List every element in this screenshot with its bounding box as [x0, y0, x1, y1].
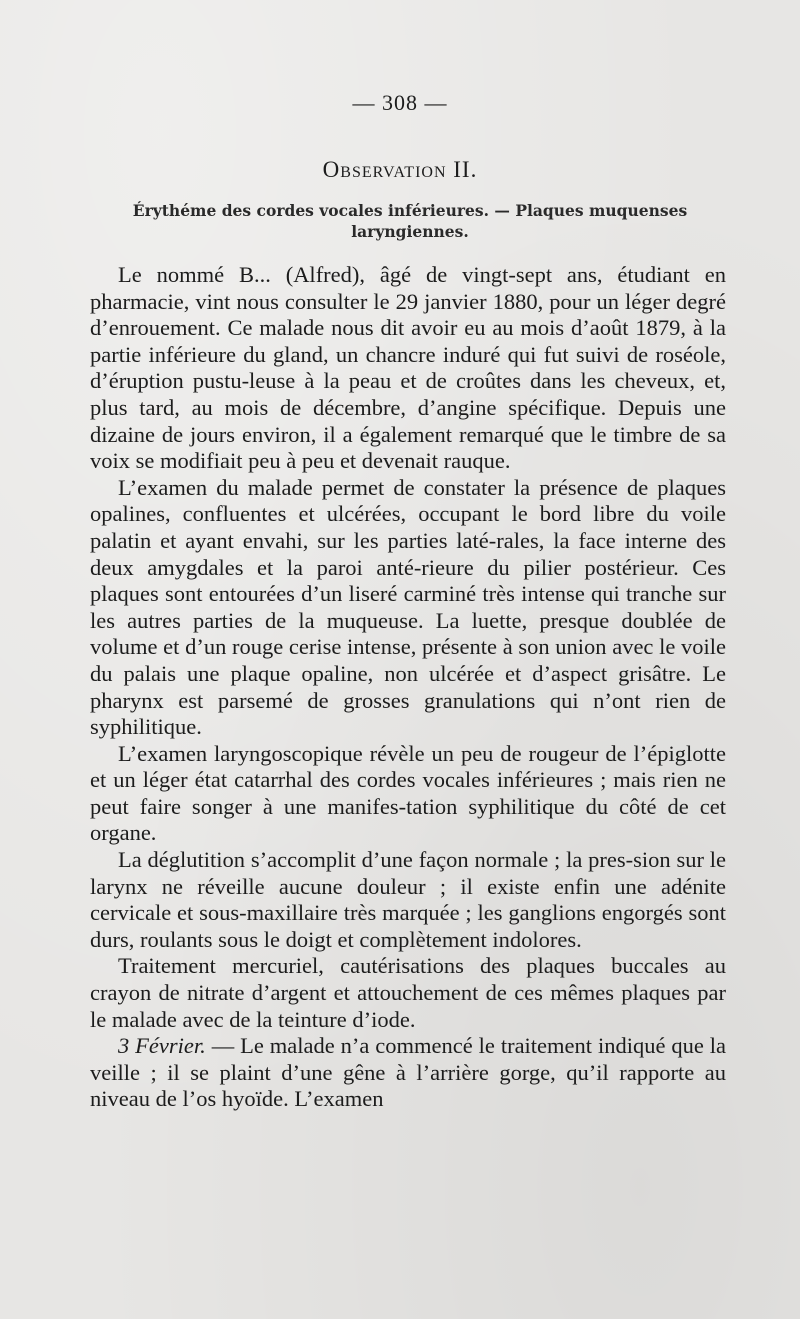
paragraph: L’examen laryngoscopique révèle un peu de rougeur de l’épiglotte et un léger état catarrhal des cordes vocales inférieures ; mais rien ne peut faire songer à une manifes-tation syphilitique du côté de cet organe.	[90, 740, 726, 846]
observation-title: Observation II.	[322, 157, 478, 182]
paragraph: Traitement mercuriel, cautérisations des plaques buccales au crayon de nitrate d’argent et attouchement de ces mêmes plaques par le malade avec de la teinture d’iode.	[90, 953, 726, 1032]
paragraph: La déglutition s’accomplit d’une façon normale ; la pres-sion sur le larynx ne réveille aucune douleur ; il existe enfin une adénite cervicale et sous-maxillaire très marquée ; les ganglions engorgés sont durs, roulants sous le doigt et complètement indolores.	[90, 847, 726, 952]
page-number: — 308 —	[352, 90, 448, 115]
entry-text: — Le malade n’a commencé le traitement indiqué que la veille ; il se plaint d’une gêne à l’arrière gorge, qu’il rapporte au niveau de l’os hyoïde. L’examen	[90, 1033, 727, 1112]
paragraph: L’examen du malade permet de constater la présence de plaques opalines, confluentes et ulcérées, occupant le bord libre du voile palatin et ayant envahi, sur les parties laté-rales, la face interne des deux amygdales et la paroi anté-rieure du pilier postérieur. Ces plaques sont entourées d’un liseré carminé très intense qui tranche sur les autres parties de la muqueuse. La luette, presque doublée de volume et d’un rouge cerise intense, présente à son union avec le voile du palais une plaque opaline, non ulcérée et d’aspect grisâtre. Le pharynx est parsemé de grosses granulations qui n’ont rien de syphilitique.	[90, 474, 726, 740]
body-text	[90, 262, 726, 1113]
observation-subtitle: Érythéme des cordes vocales inférieures. — Plaques muquenses laryngiennes.	[132, 201, 688, 241]
paragraph: Le nommé B... (Alfred), âgé de vingt-sept ans, étudiant en pharmacie, vint nous consulter le 29 janvier 1880, pour un léger degré d’enrouement. Ce malade nous dit avoir eu au mois d’août 1879, à la partie inférieure du gland, un chancre induré qui fut suivi de roséole, d’éruption pustu-leuse à la peau et de croûtes dans les cheveux, et, plus tard, au mois de décembre, d’angine spécifique. Depuis une dizaine de jours environ, il a également remarqué que le timbre de sa voix se modifiait peu à peu et devenait rauque.	[90, 262, 726, 474]
paragraph	[90, 1033, 726, 1113]
entry-date: 3 Février.	[118, 1033, 206, 1059]
